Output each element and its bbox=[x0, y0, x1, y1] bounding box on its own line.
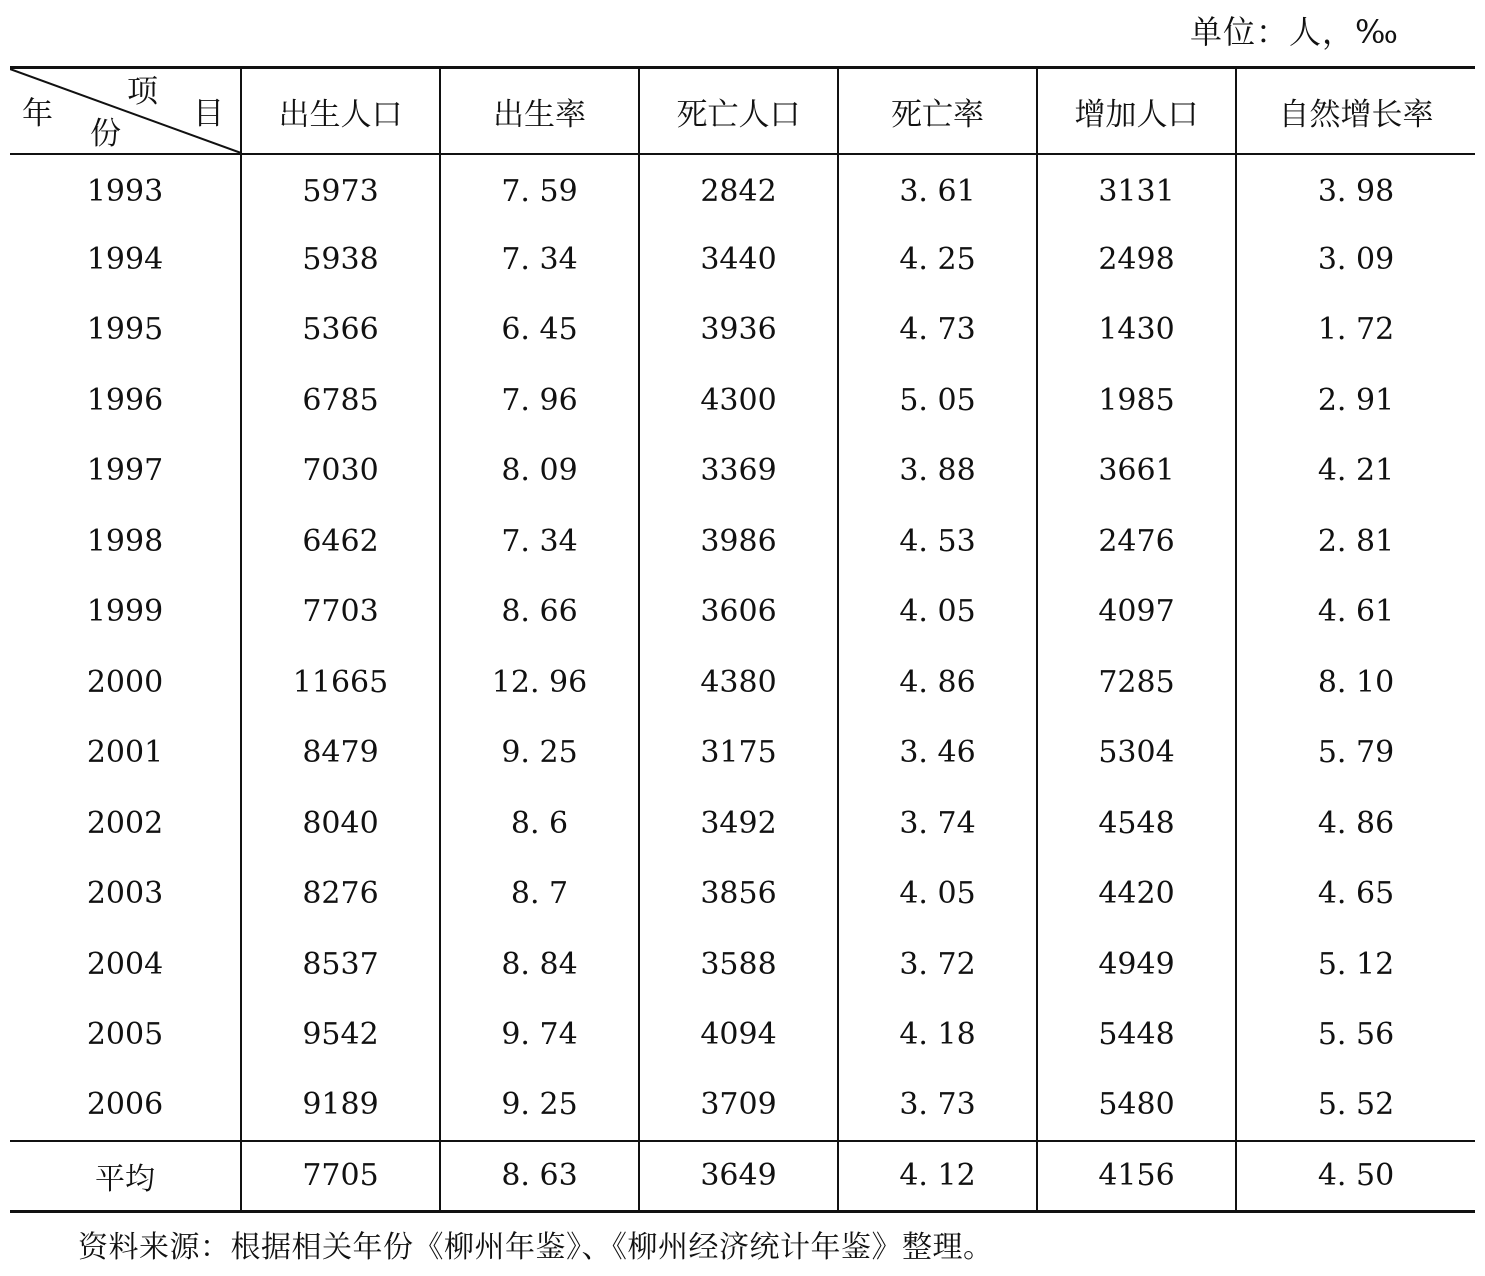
data-cell: 8040 bbox=[241, 789, 440, 860]
column-header: 死亡人口 bbox=[639, 68, 838, 155]
year-cell: 1994 bbox=[86, 241, 164, 277]
data-cell: 4. 65 bbox=[1236, 859, 1475, 930]
data-cell: 4. 61 bbox=[1236, 577, 1475, 648]
year-cell: 1999 bbox=[86, 594, 164, 630]
year-cell: 2001 bbox=[86, 735, 164, 771]
data-cell: 3. 61 bbox=[838, 154, 1037, 225]
corner-header-cell bbox=[10, 68, 241, 155]
data-cell: 4420 bbox=[1037, 859, 1236, 930]
average-cell: 4. 12 bbox=[838, 1141, 1037, 1211]
data-cell: 8. 7 bbox=[440, 859, 639, 930]
data-cell: 5. 79 bbox=[1236, 718, 1475, 789]
data-cell: 8276 bbox=[241, 859, 440, 930]
source-note: 资料来源：根据相关年份《柳州年鉴》、《柳州经济统计年鉴》整理。 bbox=[78, 1230, 994, 1265]
data-cell: 4. 86 bbox=[1236, 789, 1475, 860]
year-cell: 1997 bbox=[86, 453, 164, 489]
corner-label-fen: 份 bbox=[90, 116, 121, 152]
data-cell: 3. 98 bbox=[1236, 154, 1475, 225]
average-cell: 4156 bbox=[1037, 1141, 1236, 1211]
data-cell: 2498 bbox=[1037, 225, 1236, 296]
data-cell: 2476 bbox=[1037, 507, 1236, 578]
average-cell: 7705 bbox=[241, 1141, 440, 1211]
data-cell: 4. 73 bbox=[838, 295, 1037, 366]
data-cell: 2. 91 bbox=[1236, 366, 1475, 437]
year-cell: 1996 bbox=[86, 382, 164, 418]
data-cell: 4. 86 bbox=[838, 648, 1037, 719]
data-cell: 4. 18 bbox=[838, 1000, 1037, 1071]
data-cell: 1. 72 bbox=[1236, 295, 1475, 366]
data-cell: 7030 bbox=[241, 436, 440, 507]
data-cell: 2842 bbox=[639, 154, 838, 225]
year-cell: 2004 bbox=[86, 946, 164, 982]
table-row bbox=[10, 577, 1475, 648]
data-cell: 3588 bbox=[639, 930, 838, 1001]
table-row bbox=[10, 295, 1475, 366]
data-cell: 3. 72 bbox=[838, 930, 1037, 1001]
table-row bbox=[10, 154, 1475, 225]
data-cell: 7. 34 bbox=[440, 225, 639, 296]
table-row bbox=[10, 225, 1475, 296]
data-cell: 5448 bbox=[1037, 1000, 1236, 1071]
data-cell: 3369 bbox=[639, 436, 838, 507]
data-cell: 3. 73 bbox=[838, 1071, 1037, 1142]
column-header: 出生率 bbox=[440, 68, 639, 155]
corner-label-mu: 目 bbox=[193, 96, 224, 132]
data-cell: 3661 bbox=[1037, 436, 1236, 507]
data-cell: 5480 bbox=[1037, 1071, 1236, 1142]
data-cell: 7703 bbox=[241, 577, 440, 648]
data-cell: 9. 25 bbox=[440, 1071, 639, 1142]
data-cell: 8. 6 bbox=[440, 789, 639, 860]
data-cell: 5973 bbox=[241, 154, 440, 225]
data-cell: 3856 bbox=[639, 859, 838, 930]
data-cell: 7. 59 bbox=[440, 154, 639, 225]
table-row bbox=[10, 789, 1475, 860]
table-row bbox=[10, 648, 1475, 719]
unit-label: 单位：人，‰ bbox=[1190, 13, 1399, 51]
data-cell: 8. 09 bbox=[440, 436, 639, 507]
year-cell: 2005 bbox=[86, 1017, 164, 1053]
table-row bbox=[10, 507, 1475, 578]
data-cell: 3492 bbox=[639, 789, 838, 860]
data-cell: 6785 bbox=[241, 366, 440, 437]
column-header: 死亡率 bbox=[838, 68, 1037, 155]
data-cell: 2. 81 bbox=[1236, 507, 1475, 578]
data-cell: 4. 05 bbox=[838, 859, 1037, 930]
year-cell: 2003 bbox=[86, 876, 164, 912]
data-cell: 6462 bbox=[241, 507, 440, 578]
data-cell: 9. 74 bbox=[440, 1000, 639, 1071]
data-cell: 4. 05 bbox=[838, 577, 1037, 648]
data-cell: 4. 53 bbox=[838, 507, 1037, 578]
data-cell: 3986 bbox=[639, 507, 838, 578]
average-cell: 3649 bbox=[639, 1141, 838, 1211]
average-cell: 4. 50 bbox=[1236, 1141, 1475, 1211]
table-row bbox=[10, 1071, 1475, 1142]
data-cell: 9542 bbox=[241, 1000, 440, 1071]
data-cell: 8537 bbox=[241, 930, 440, 1001]
year-cell: 2006 bbox=[86, 1087, 164, 1123]
column-header: 自然增长率 bbox=[1236, 68, 1475, 155]
data-cell: 11665 bbox=[241, 648, 440, 719]
data-cell: 8. 66 bbox=[440, 577, 639, 648]
data-cell: 5304 bbox=[1037, 718, 1236, 789]
data-cell: 7. 34 bbox=[440, 507, 639, 578]
data-cell: 7. 96 bbox=[440, 366, 639, 437]
corner-label-xiang: 项 bbox=[127, 74, 158, 110]
data-cell: 3440 bbox=[639, 225, 838, 296]
data-cell: 3. 74 bbox=[838, 789, 1037, 860]
data-cell: 7285 bbox=[1037, 648, 1236, 719]
data-cell: 4949 bbox=[1037, 930, 1236, 1001]
data-cell: 5938 bbox=[241, 225, 440, 296]
data-cell: 4094 bbox=[639, 1000, 838, 1071]
year-cell: 2002 bbox=[86, 805, 164, 841]
data-cell: 8. 84 bbox=[440, 930, 639, 1001]
data-cell: 3. 88 bbox=[838, 436, 1037, 507]
column-header: 出生人口 bbox=[241, 68, 440, 155]
year-cell: 1995 bbox=[86, 312, 164, 348]
data-cell: 1430 bbox=[1037, 295, 1236, 366]
table-row bbox=[10, 1000, 1475, 1071]
average-row bbox=[10, 1141, 1475, 1211]
year-cell: 1998 bbox=[86, 523, 164, 559]
data-cell: 3. 09 bbox=[1236, 225, 1475, 296]
data-cell: 3175 bbox=[639, 718, 838, 789]
data-cell: 6. 45 bbox=[440, 295, 639, 366]
year-cell: 1993 bbox=[86, 173, 164, 209]
data-cell: 12. 96 bbox=[440, 648, 639, 719]
data-cell: 4300 bbox=[639, 366, 838, 437]
data-cell: 9189 bbox=[241, 1071, 440, 1142]
data-cell: 3131 bbox=[1037, 154, 1236, 225]
header-row bbox=[10, 68, 1475, 155]
data-cell: 8479 bbox=[241, 718, 440, 789]
data-cell: 5. 52 bbox=[1236, 1071, 1475, 1142]
data-cell: 3709 bbox=[639, 1071, 838, 1142]
data-cell: 4. 25 bbox=[838, 225, 1037, 296]
data-cell: 3. 46 bbox=[838, 718, 1037, 789]
corner-label-nian: 年 bbox=[22, 96, 53, 132]
data-cell: 9. 25 bbox=[440, 718, 639, 789]
data-cell: 4097 bbox=[1037, 577, 1236, 648]
table-row bbox=[10, 930, 1475, 1001]
table-row bbox=[10, 366, 1475, 437]
table-row bbox=[10, 436, 1475, 507]
column-header: 增加人口 bbox=[1037, 68, 1236, 155]
corner-header bbox=[10, 69, 240, 153]
data-cell: 4380 bbox=[639, 648, 838, 719]
data-cell: 3606 bbox=[639, 577, 838, 648]
data-cell: 5. 56 bbox=[1236, 1000, 1475, 1071]
data-cell: 4. 21 bbox=[1236, 436, 1475, 507]
data-cell: 5366 bbox=[241, 295, 440, 366]
population-table bbox=[10, 66, 1475, 1213]
table-row bbox=[10, 718, 1475, 789]
data-cell: 5. 05 bbox=[838, 366, 1037, 437]
data-cell: 4548 bbox=[1037, 789, 1236, 860]
table-row bbox=[10, 859, 1475, 930]
data-cell: 8. 10 bbox=[1236, 648, 1475, 719]
average-label: 平均 bbox=[10, 1141, 241, 1211]
average-cell: 8. 63 bbox=[440, 1141, 639, 1211]
year-cell: 2000 bbox=[86, 664, 164, 700]
data-cell: 5. 12 bbox=[1236, 930, 1475, 1001]
data-cell: 3936 bbox=[639, 295, 838, 366]
table-body bbox=[10, 154, 1475, 1141]
data-cell: 1985 bbox=[1037, 366, 1236, 437]
